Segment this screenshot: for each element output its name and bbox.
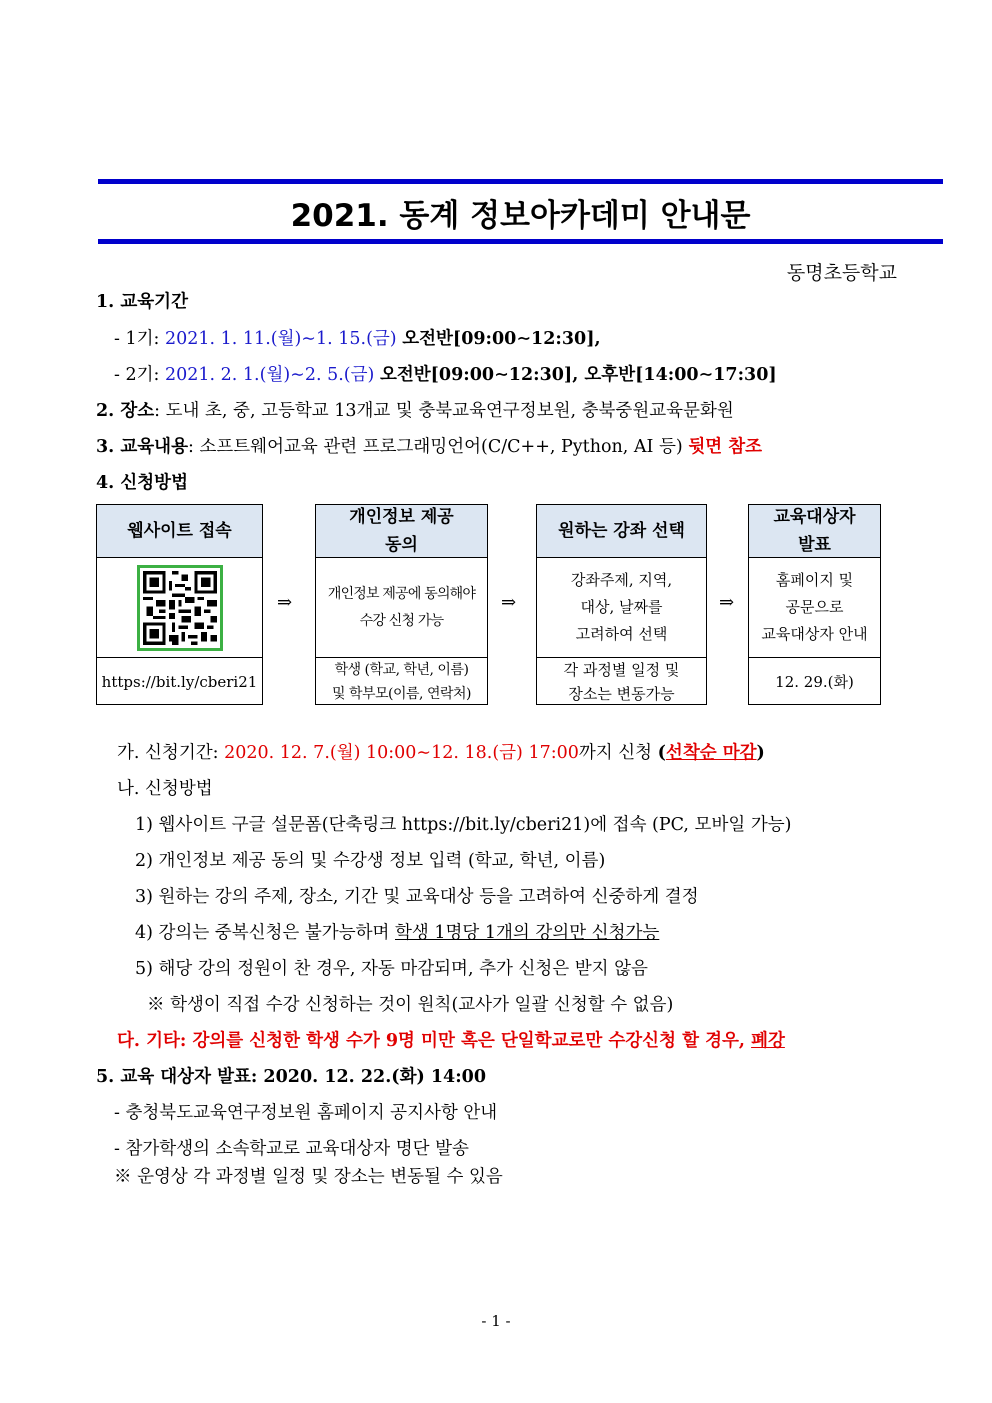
period-suffix: 까지 신청 [578, 743, 653, 763]
section3-label: 3. 교육내용 [96, 437, 188, 457]
flow-arrow-3: ⇒ [719, 592, 735, 613]
section2-line [96, 399, 734, 423]
term1-session: 오전반[09:00∼12:30], [402, 329, 601, 349]
flow-arrow-1: ⇒ [277, 592, 293, 613]
flow-arrow-2: ⇒ [501, 592, 517, 613]
school-name: 동명초등학교 [786, 262, 897, 284]
method-heading: 나. 신청방법 [117, 779, 213, 799]
section4-heading: 4. 신청방법 [96, 473, 188, 493]
other-text: 다. 기타: 강의를 신청한 학생 수가 9명 미만 혹은 단일학교로만 수강신청 할 경우, [117, 1031, 745, 1051]
method-step-1: 1) 웹사이트 구글 설문폼(단축링크 https://bit.ly/cberi21)에 접속 (PC, 모바일 가능) [135, 815, 792, 835]
step4-prefix: 4) 강의는 중복신청은 불가능하며 [135, 923, 390, 943]
method-step-5: 5) 해당 강의 정원이 찬 경우, 자동 마감되며, 추가 신청은 받지 않음 [135, 959, 648, 979]
flow-box-website [96, 504, 263, 705]
flow-header: 개인정보 제공 동의 [316, 505, 487, 558]
period-value: 2020. 12. 7.(월) 10:00∼12. 18.(금) 17:00 [224, 743, 579, 763]
method-step-3: 3) 원하는 강의 주제, 장소, 기간 및 교육대상 등을 고려하여 신중하게 결정 [135, 887, 699, 907]
period-label: 가. 신청기간: [117, 743, 219, 763]
other-underline: 폐강 [751, 1031, 785, 1051]
flow-body: 개인정보 제공에 동의해야 수강 신청 가능 [316, 558, 487, 658]
flow-header: 교육대상자 발표 [749, 505, 880, 558]
flow-box-course [536, 504, 707, 705]
page-number: - 1 - [481, 1312, 511, 1330]
section5-item-1: - 충청북도교육연구정보원 홈페이지 공지사항 안내 [114, 1103, 498, 1123]
section5-note: ※ 운영상 각 과정별 일정 및 장소는 변동될 수 있음 [114, 1167, 503, 1187]
section1-heading: 1. 교육기간 [96, 292, 188, 312]
flow-qr-cell [97, 558, 262, 658]
term1-line [114, 327, 601, 351]
section2-label: 2. 장소 [96, 401, 155, 421]
section3-line [96, 435, 762, 459]
term2-date: 2021. 2. 1.(월)∼2. 5.(금) [165, 365, 375, 385]
section3-text: : 소프트웨어교육 관련 프로그래밍언어(C/C++, Python, AI 등) [187, 437, 683, 457]
term2-line [114, 363, 777, 387]
method-step-note: ※ 학생이 직접 수강 신청하는 것이 원칙(교사가 일괄 신청할 수 없음) [147, 995, 674, 1015]
other-line [117, 1029, 785, 1053]
flow-footer-url: https://bit.ly/cberi21 [101, 672, 258, 691]
term1-date: 2021. 1. 11.(월)∼1. 15.(금) [165, 329, 397, 349]
flow-body: 홈페이지 및 공문으로 교육대상자 안내 [749, 558, 880, 658]
period-note-close: ) [756, 743, 765, 763]
period-note: 선착순 마감 [665, 743, 757, 763]
term2-prefix: - 2기: [114, 365, 160, 385]
qr-code-icon [137, 565, 223, 651]
flow-box-announce [748, 504, 881, 705]
flow-header: 원하는 강좌 선택 [537, 505, 706, 558]
section5-heading: 5. 교육 대상자 발표: 2020. 12. 22.(화) 14:00 [96, 1067, 487, 1087]
title-rule-top [98, 179, 943, 184]
title-rule-bottom [98, 239, 943, 244]
page-title: 2021. 동계 정보아카데미 안내문 [290, 198, 751, 234]
method-step-2: 2) 개인정보 제공 동의 및 수강생 정보 입력 (학교, 학년, 이름) [135, 851, 606, 871]
flow-box-consent [315, 504, 488, 705]
application-period-line [117, 741, 765, 765]
flow-body: 강좌주제, 지역, 대상, 날짜를 고려하여 선택 [537, 558, 706, 658]
method-step-4 [135, 921, 659, 945]
term2-session: 오전반[09:00∼12:30], 오후반[14:00∼17:30] [379, 365, 777, 385]
section2-text: : 도내 초, 중, 고등학교 13개교 및 충북교육연구정보원, 충북중원교육문화원 [154, 401, 734, 421]
section5-item-2: - 참가학생의 소속학교로 교육대상자 명단 발송 [114, 1139, 469, 1159]
step4-underline: 학생 1명당 1개의 강의만 신청가능 [395, 923, 660, 943]
flow-footer: 각 과정별 일정 및 장소는 변동가능 [563, 660, 680, 703]
flow-footer: 12. 29.(화) [775, 672, 854, 691]
flow-header: 웹사이트 접속 [97, 505, 262, 558]
flow-footer: 학생 (학교, 학년, 이름) 및 학부모(이름, 연락처) [332, 661, 471, 702]
period-note-open: ( [657, 743, 666, 763]
section3-note: 뒷면 참조 [688, 437, 763, 457]
term1-prefix: - 1기: [114, 329, 160, 349]
